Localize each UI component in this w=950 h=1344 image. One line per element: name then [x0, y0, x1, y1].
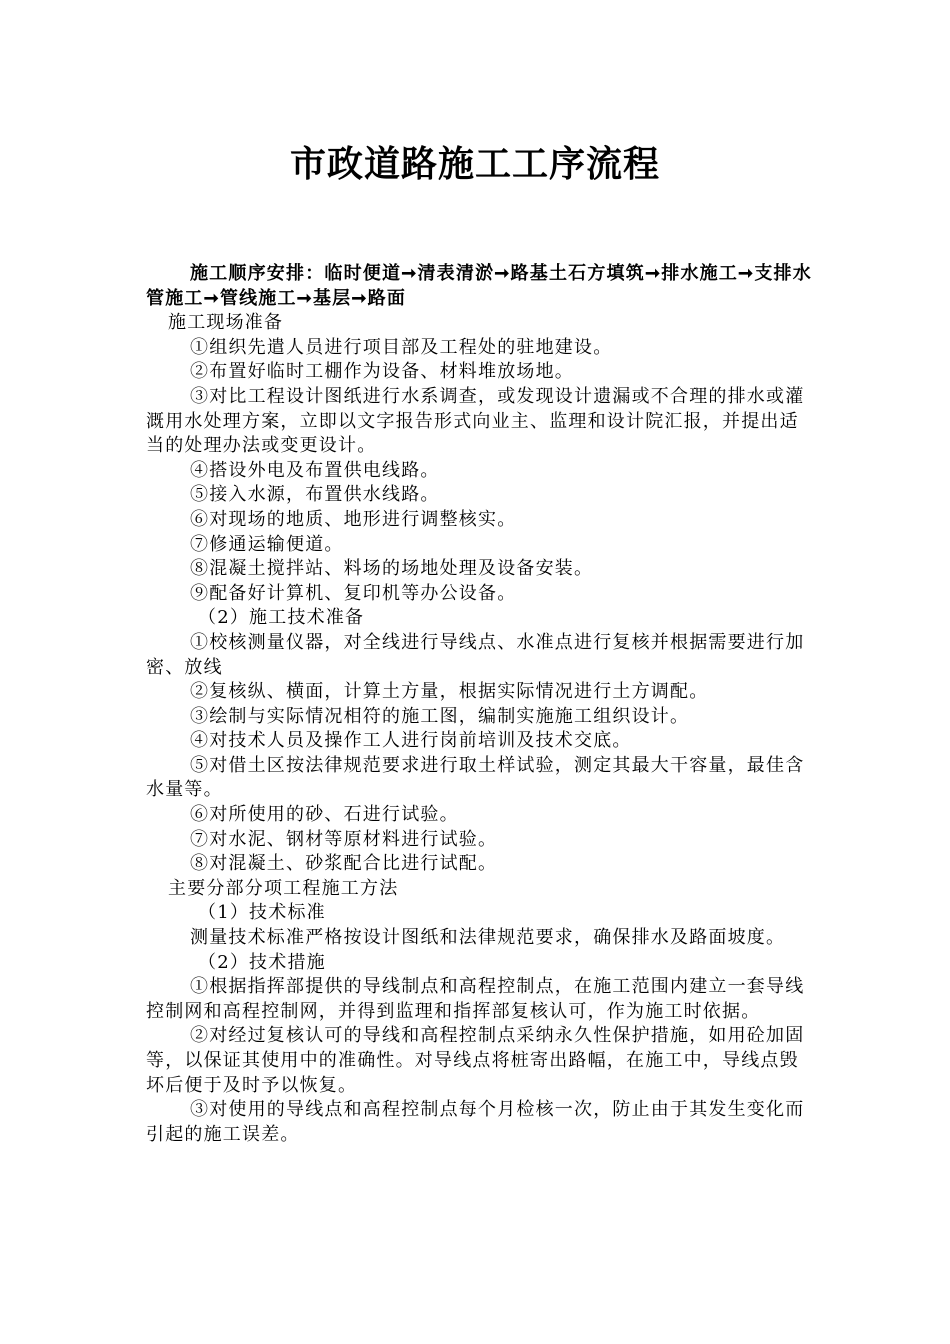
paragraph: ②布置好临时工棚作为设备、材料堆放场地。 [190, 361, 574, 383]
paragraph: 测量技术标准严格按设计图纸和法律规范要求，确保排水及路面坡度。 [190, 927, 786, 949]
paragraph: ④对技术人员及操作工人进行岗前培训及技术交底。 [190, 730, 632, 752]
paragraph: ⑨配备好计算机、复印机等办公设备。 [190, 582, 517, 604]
paragraph: ④搭设外电及布置供电线路。 [190, 459, 440, 481]
paragraph: ⑧混凝土搅拌站、料场的场地处理及设备安装。 [190, 558, 594, 580]
document-title: 市政道路施工工序流程 [289, 143, 660, 185]
paragraph: 施工现场准备 [168, 312, 284, 334]
paragraph: ②复核纵、横面，计算土方量，根据实际情况进行土方调配。 [190, 681, 709, 703]
paragraph: ⑤对借土区按法律规范要求进行取土样试验，测定其最大干容量，最佳含水量等。 [146, 754, 805, 801]
paragraph: ⑦修通运输便道。 [190, 533, 344, 555]
document-body [146, 262, 816, 1147]
paragraph: （2）施工技术准备 [198, 607, 365, 629]
paragraph: 主要分部分项工程施工方法 [168, 877, 399, 899]
paragraph: ③对使用的导线点和高程控制点每个月检核一次，防止由于其发生变化而引起的施工误差。 [146, 1099, 805, 1145]
paragraph: ①根据指挥部提供的导线制点和高程控制点，在施工范围内建立一套导线控制网和高程控制网，并得到监理和指挥部复核认可，作为施工时依据。 [146, 976, 805, 1022]
paragraph: ③对比工程设计图纸进行水系调查，或发现设计遗漏或不合理的排水或灌溉用水处理方案，立即以文字报告形式向业主、监理和设计院汇报，并提出适当的处理办法或变更设计。 [146, 385, 805, 457]
paragraph: 施工顺序安排：临时便道➞清表清淤➞路基土石方填筑➞排水施工➞支排水管施工➞管线施工➞基层➞路面 [146, 263, 812, 309]
paragraph: ⑤接入水源，布置供水线路。 [190, 484, 440, 506]
paragraph: ②对经过复核认可的导线和高程控制点采纳永久性保护措施，如用砼加固等，以保证其使用中的准确性。对导线点将桩寄出路幅，在施工中，导线点毁坏后便于及时予以恢复。 [146, 1025, 805, 1096]
paragraph: ⑧对混凝土、砂浆配合比进行试配。 [190, 853, 498, 875]
paragraph: ⑦对水泥、钢材等原材料进行试验。 [190, 828, 498, 850]
paragraph: ①组织先遣人员进行项目部及工程处的驻地建设。 [190, 336, 613, 358]
paragraph: （1）技术标准 [198, 902, 326, 924]
paragraph: ⑥对所使用的砂、石进行试验。 [190, 804, 459, 826]
paragraph: ①校核测量仪器，对全线进行导线点、水准点进行复核并根据需要进行加密、放线 [146, 631, 805, 678]
paragraph: ③绘制与实际情况相符的施工图，编制实施施工组织设计。 [190, 705, 690, 727]
paragraph: ⑥对现场的地质、地形进行调整核实。 [190, 508, 517, 530]
paragraph: （2）技术措施 [198, 951, 326, 973]
